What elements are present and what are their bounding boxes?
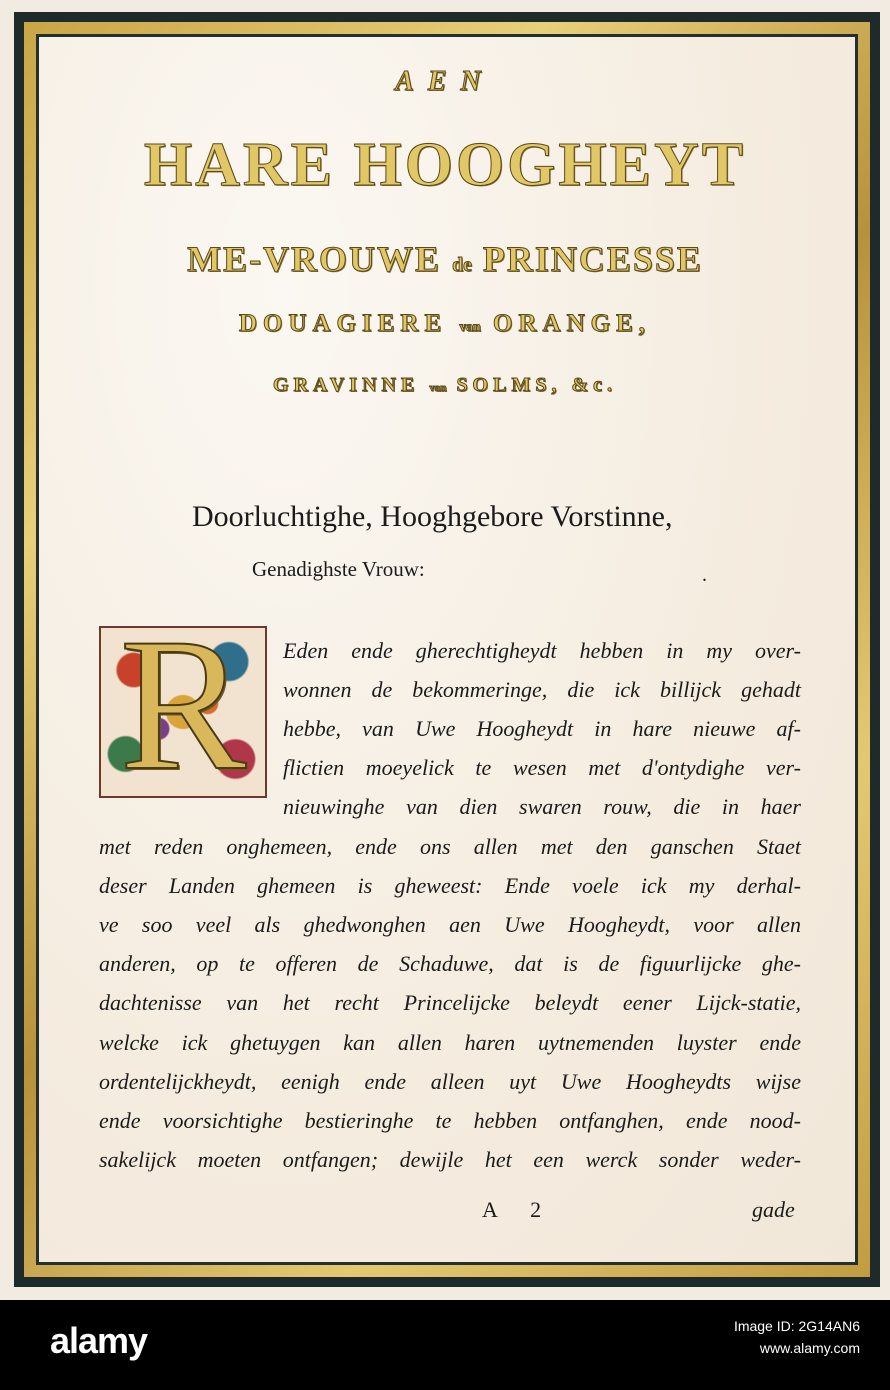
heading-me-vrouwe-word: ME-VROUWE — [187, 239, 442, 279]
body-line: ordentelijckheydt, eenigh ende alleen uyt Uwe Hoogheydts wijse — [99, 1069, 801, 1094]
body-line: sakelijck moeten ontfangen; dewijle het een werck sonder weder- — [99, 1147, 801, 1172]
watermark-footer — [0, 1300, 890, 1390]
footer-info — [734, 1318, 860, 1356]
body-line: ende voorsichtighe bestieringhe te hebben ontfanghen, ende nood- — [99, 1108, 801, 1133]
body-line: dachtenisse van het recht Princelijcke beleydt eener Lijck-statie, — [99, 990, 801, 1015]
heading-orange: ORANGE, — [493, 310, 652, 337]
body-line: hebbe, van Uwe Hoogheydt in hare nieuwe af- — [283, 716, 801, 741]
heading-me-vrouwe — [0, 238, 890, 280]
heading-de: de — [452, 254, 472, 276]
decorated-initial — [99, 626, 267, 798]
initial-letter: R — [119, 626, 247, 798]
body-line: nieuwinghe van dien swaren rouw, die in haer — [283, 794, 801, 819]
heading-douagiere-word: DOUAGIERE — [238, 310, 448, 337]
body-line: met reden onghemeen, ende ons allen met den ganschen Staet — [99, 834, 801, 859]
heading-van-2: van — [429, 382, 447, 394]
body-line: anderen, op te offeren de Schaduwe, dat is de figuurlijcke ghe- — [99, 951, 801, 976]
body-line: Eden ende gherechtigheydt hebben in my over- — [283, 638, 801, 663]
subsalutation: Genadighste Vrouw: — [252, 557, 425, 581]
heading-solms: SOLMS, &c. — [456, 374, 617, 396]
heading-gravinne — [0, 374, 890, 397]
signature-mark: A 2 — [482, 1197, 556, 1222]
heading-hare-hoogheyt: HARE HOOGHEYT — [143, 131, 747, 199]
body-line: wonnen de bekommeringe, die ick billijck gehadt — [283, 677, 801, 702]
site-url: www.alamy.com — [759, 1340, 860, 1356]
body-line: welcke ick ghetuygen kan allen haren uytnemenden luyster ende — [99, 1030, 801, 1055]
catchword: gade — [752, 1197, 795, 1222]
image-id: Image ID: 2G14AN6 — [733, 1318, 860, 1334]
heading-douagiere — [0, 310, 890, 338]
salutation: Doorluchtighe, Hooghgebore Vorstinne, — [192, 500, 673, 533]
body-line: ve soo veel als ghedwonghen aen Uwe Hoogheydt, voor allen — [99, 912, 801, 937]
body-line: deser Landen ghemeen is gheweest: Ende voele ick my derhal- — [99, 873, 801, 898]
brand-logo: alamy — [50, 1320, 148, 1361]
heading-gravinne-word: GRAVINNE — [272, 374, 420, 396]
ink-dot: . — [702, 564, 707, 586]
heading-van-1: van — [459, 319, 481, 334]
body-line: flictien moeyelick te wesen met d'ontydighe ver- — [283, 755, 801, 780]
heading-princesse: PRINCESSE — [482, 239, 703, 279]
heading-aen: AEN — [395, 66, 495, 97]
